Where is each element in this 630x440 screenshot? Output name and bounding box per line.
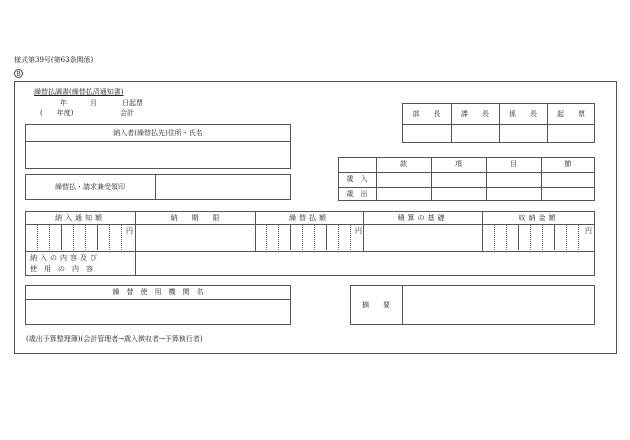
- footer-route: (歳出予算整理簿)(会計管理者→歳入徴収者→予算執行者): [26, 335, 203, 343]
- form-title: 繰替払調書(繰替払済通知書): [34, 88, 124, 96]
- content-label-line2: 使 用 の 内 容: [30, 265, 93, 273]
- payer-label: 納入者(繰替払先)住所・氏名: [113, 129, 203, 137]
- receipt-seal-label: 繰替払・請求兼受領印: [55, 183, 125, 191]
- date-day-issue: 日起票: [122, 99, 143, 107]
- form-number: 様式第39号(第63条関係): [14, 56, 94, 64]
- date-month: 月: [90, 99, 97, 107]
- yen-unit-received: 円: [585, 227, 592, 235]
- remarks-label: 摘 要: [362, 301, 390, 309]
- approval-drafter: 起 票: [557, 110, 585, 118]
- header-received-amount: 収納金額: [518, 214, 559, 222]
- agency-label: 繰 替 使 用 機 関 名: [112, 288, 204, 296]
- header-calculation-basis: 積算の基礎: [397, 214, 448, 222]
- budget-header-setsu: 節: [564, 160, 572, 168]
- yen-unit-notice: 円: [126, 227, 133, 235]
- header-notice-amount: 納入通知額: [55, 214, 105, 222]
- budget-row-expenditure: 歳 出: [346, 190, 368, 198]
- fiscal-year: ( 年度): [40, 109, 74, 117]
- budget-header-kou: 項: [455, 160, 462, 168]
- content-label-line1: 納入の内容及び: [30, 254, 100, 262]
- budget-header-kan: 款: [400, 160, 407, 168]
- approval-subsection-chief: 係 長: [509, 110, 537, 118]
- header-transfer-amount: 繰替払額: [289, 214, 329, 222]
- budget-row-revenue: 歳 入: [346, 175, 368, 183]
- date-year: 年: [60, 99, 67, 107]
- approval-director: 部 長: [412, 110, 441, 118]
- budget-header-moku: 目: [510, 160, 517, 168]
- approval-section-chief: 課 長: [461, 110, 489, 118]
- yen-unit-transfer: 円: [355, 227, 362, 235]
- account-label: 会計: [120, 109, 134, 117]
- header-due-date: 納 期 限: [170, 214, 220, 222]
- circle-mark: B: [14, 69, 23, 78]
